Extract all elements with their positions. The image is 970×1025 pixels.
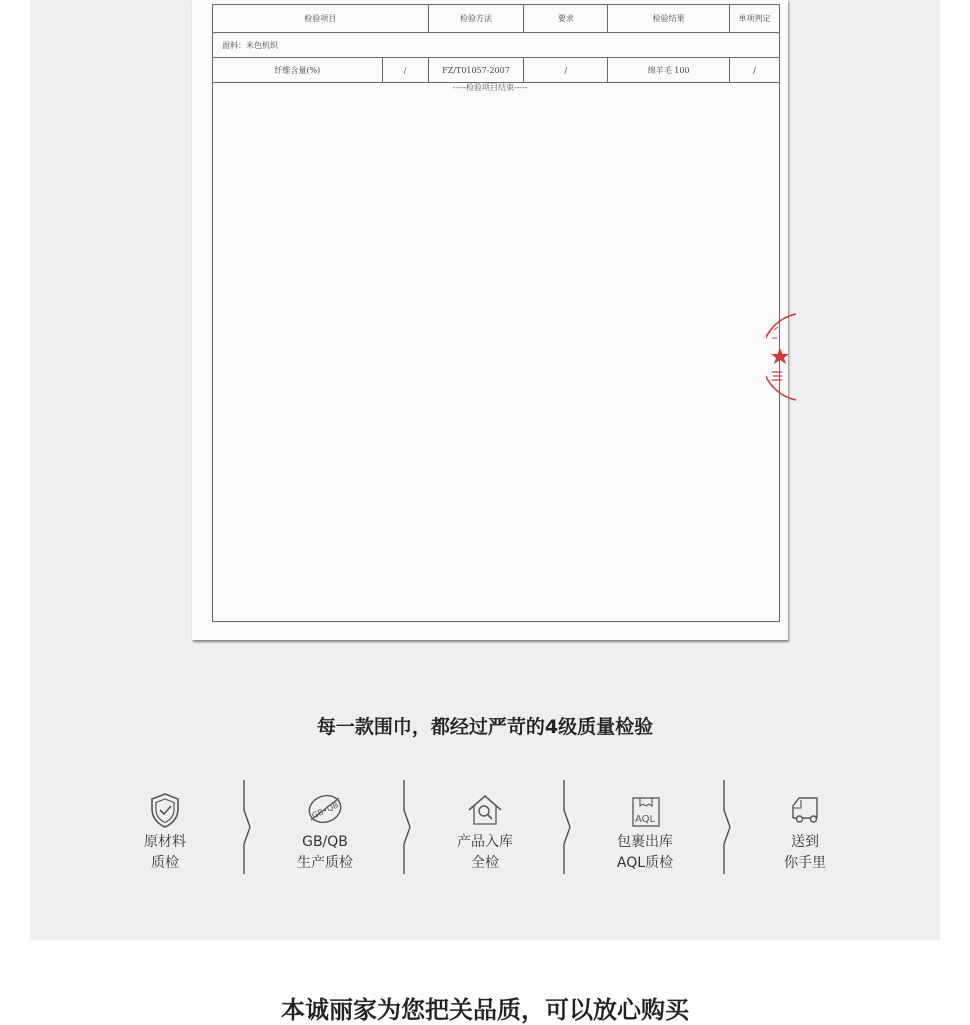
cell-item: 纤维含量(%) bbox=[213, 58, 383, 83]
aql-box-icon bbox=[625, 790, 665, 830]
delivery-truck-icon bbox=[785, 790, 825, 830]
header-inspection-item: 检验项目 bbox=[213, 5, 429, 33]
aql-icon-text: AQL bbox=[634, 814, 656, 825]
gb-qb-icon-text: GB•QB bbox=[310, 800, 340, 821]
report-data-row bbox=[213, 58, 780, 83]
step-delivery-line2: 你手里 bbox=[784, 855, 826, 871]
chevron-right-icon bbox=[398, 780, 412, 874]
inspection-report-sheet bbox=[192, 0, 788, 640]
report-header-row bbox=[213, 5, 780, 33]
shield-check-icon bbox=[145, 790, 185, 830]
header-requirement: 要求 bbox=[524, 5, 608, 33]
step-gb-qb-line2: 生产质检 bbox=[297, 855, 353, 871]
step-package-line1: 包裹出库 bbox=[617, 834, 673, 850]
step-package-line2: AQL质检 bbox=[616, 855, 674, 871]
header-method: 检验方法 bbox=[428, 5, 524, 33]
step-raw-material bbox=[95, 790, 235, 874]
cell-requirement: / bbox=[524, 58, 608, 83]
step-package-aql bbox=[575, 790, 715, 874]
step-warehouse-check bbox=[415, 790, 555, 874]
step-warehouse-line2: 全检 bbox=[471, 855, 499, 871]
step-delivery bbox=[735, 790, 875, 874]
section-label: 面料：米色机织 bbox=[213, 33, 780, 58]
quality-headline: 每一款围巾，都经过严苛的4级质量检验 bbox=[316, 716, 654, 738]
report-end-note: -----检验项目结束----- bbox=[452, 83, 528, 92]
cell-col2: / bbox=[382, 58, 428, 83]
chevron-right-icon bbox=[718, 780, 732, 874]
header-result: 检验结果 bbox=[608, 5, 730, 33]
red-seal-stamp-icon bbox=[766, 312, 806, 402]
step-delivery-line1: 送到 bbox=[791, 834, 819, 850]
report-border bbox=[212, 4, 780, 622]
cell-method: FZ/T01057-2007 bbox=[428, 58, 524, 83]
step-gb-qb-production bbox=[255, 790, 395, 874]
step-warehouse-line1: 产品入库 bbox=[457, 834, 513, 850]
step-gb-qb-line1: GB/QB bbox=[302, 834, 348, 850]
chevron-right-icon bbox=[238, 780, 252, 874]
gb-qb-stamp-icon bbox=[305, 790, 345, 830]
header-judgement: 单项判定 bbox=[730, 5, 780, 33]
chevron-right-icon bbox=[558, 780, 572, 874]
bottom-section-title: 本诚丽家为您把关品质，可以放心购买 bbox=[281, 996, 689, 1024]
report-table bbox=[212, 4, 780, 83]
report-section-row bbox=[213, 33, 780, 58]
step-raw-material-line2: 质检 bbox=[151, 855, 179, 871]
cell-judgement: / bbox=[730, 58, 780, 83]
cell-result: 绵羊毛 100 bbox=[608, 58, 730, 83]
warehouse-search-icon bbox=[465, 790, 505, 830]
step-raw-material-line1: 原材料 bbox=[144, 834, 186, 850]
